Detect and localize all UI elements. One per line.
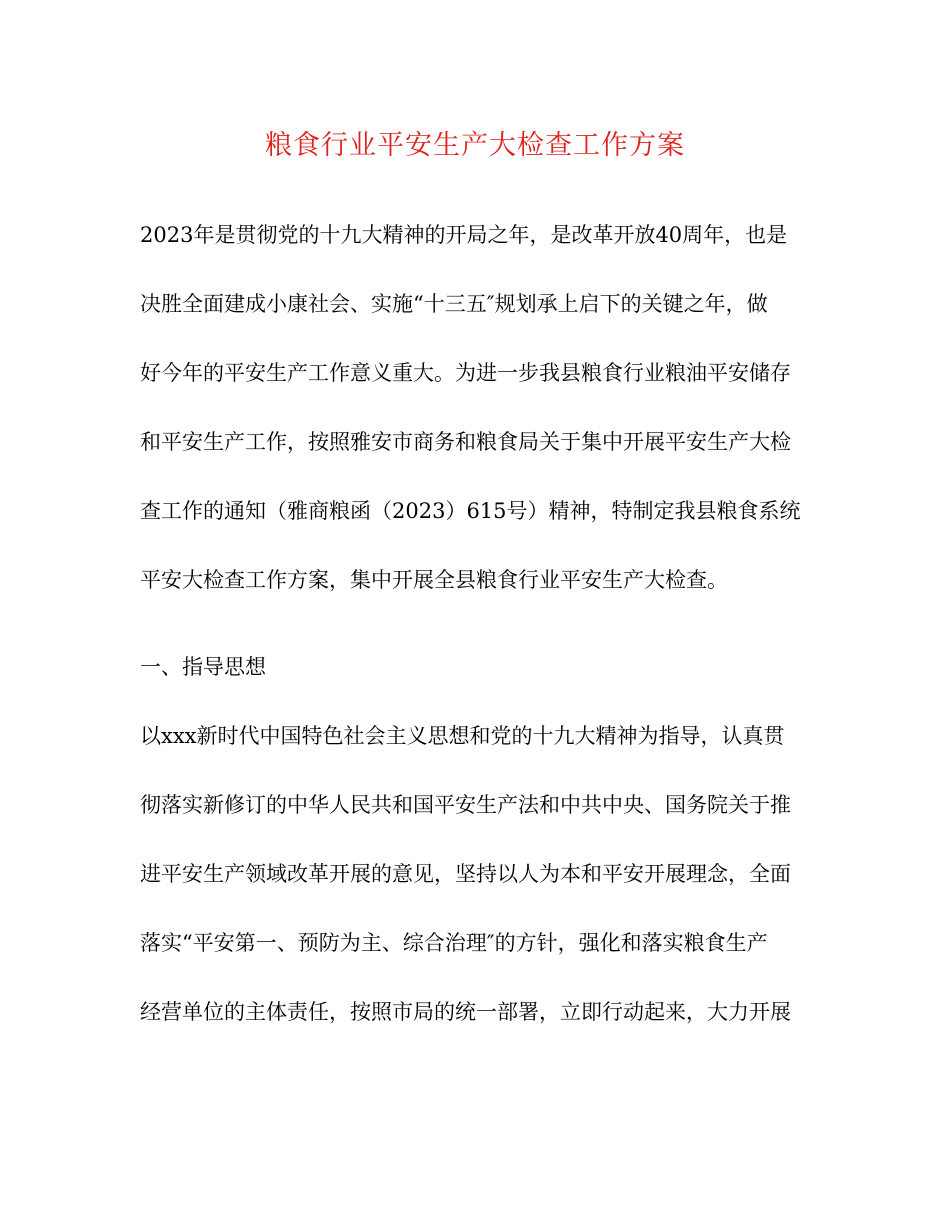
intro-line-3: 好今年的平安生产工作意义重大。为进一步我县粮食行业粮油平安储存 bbox=[140, 361, 791, 385]
section-line-4: 落实“平安第一、预防为主、综合治理″的方针，强化和落实粮食生产 bbox=[140, 931, 768, 955]
intro-line-1: 2023年是贯彻党的十九大精神的开局之年，是改革开放40周年，也是 bbox=[140, 223, 788, 247]
intro-line-5: 查工作的通知（雅商粮函（2023）615号）精神，特制定我县粮食系统 bbox=[140, 499, 801, 523]
section-heading: 一、指导思想 bbox=[140, 655, 266, 679]
section-line-5: 经营单位的主体责任，按照市局的统一部署，立即行动起来，大力开展 bbox=[140, 1000, 791, 1024]
intro-line-2: 决胜全面建成小康社会、实施“十三五″规划承上启下的关键之年，做 bbox=[140, 292, 768, 316]
section-line-2: 彻落实新修订的中华人民共和国平安生产法和中共中央、国务院关于推 bbox=[140, 793, 791, 817]
intro-line-4: 和平安生产工作，按照雅安市商务和粮食局关于集中开展平安生产大检 bbox=[140, 430, 791, 454]
intro-line-6: 平安大检查工作方案，集中开展全县粮食行业平安生产大检查。 bbox=[140, 568, 728, 592]
document-title: 粮食行业平安生产大检查工作方案 bbox=[265, 130, 685, 161]
section-line-1: 以xxx新时代中国特色社会主义思想和党的十九大精神为指导，认真贯 bbox=[140, 724, 785, 748]
section-line-3: 进平安生产领域改革开展的意见，坚持以人为本和平安开展理念，全面 bbox=[140, 862, 791, 886]
